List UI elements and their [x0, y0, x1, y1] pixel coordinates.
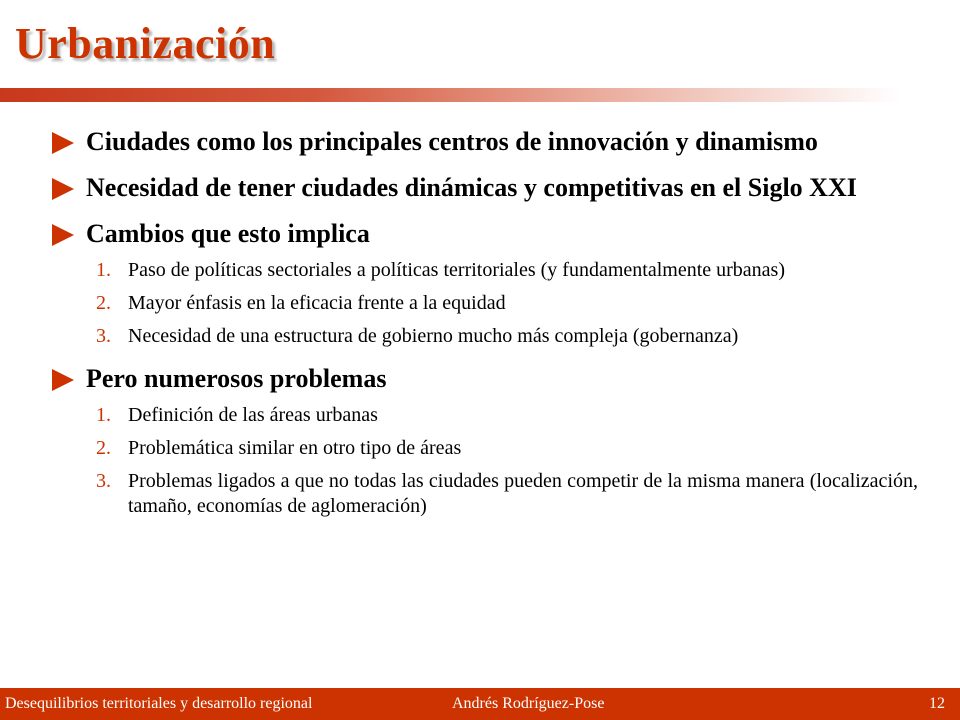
slide-footer: [0, 688, 960, 720]
slide-title: Urbanización: [15, 19, 276, 68]
list-item-text: Definición de las áreas urbanas: [128, 404, 378, 426]
list-number: 1.: [96, 259, 111, 281]
list-item: [96, 469, 918, 519]
bullet-text: Pero numerosos problemas: [86, 364, 387, 393]
bullet-text: Ciudades como los principales centros de innovación y dinamismo: [86, 127, 818, 156]
bullet-2: [52, 172, 918, 204]
arrow-right-icon: [52, 132, 74, 154]
list-number: 2.: [96, 292, 111, 314]
bullet-3: [52, 218, 918, 250]
list-number: 2.: [96, 437, 111, 459]
list-number: 3.: [96, 470, 111, 492]
list-item-text: Problemática similar en otro tipo de áreas: [128, 437, 462, 459]
list-number: 3.: [96, 325, 111, 347]
list-item: [96, 324, 918, 349]
bullet-text: Necesidad de tener ciudades dinámicas y competitivas en el Siglo XXI: [86, 173, 857, 202]
bullet-1: [52, 126, 918, 158]
footer-author: Andrés Rodríguez-Pose: [452, 695, 605, 712]
list-item-text: Paso de políticas sectoriales a políticas territoriales (y fundamentalmente urbanas): [128, 259, 785, 281]
title-underline: [0, 88, 900, 102]
page-number: 12: [929, 695, 945, 712]
sub-list-problems: [52, 403, 918, 519]
bullet-text: Cambios que esto implica: [86, 219, 370, 248]
list-item-text: Problemas ligados a que no todas las ciudades pueden competir de la misma manera (localización, tamaño, economías de aglomeración): [128, 470, 918, 517]
list-item-text: Mayor énfasis en la eficacia frente a la equidad: [128, 292, 506, 314]
arrow-right-icon: [52, 369, 74, 391]
sub-list-changes: [52, 258, 918, 349]
bullet-4: [52, 363, 918, 395]
list-item-text: Necesidad de una estructura de gobierno mucho más compleja (gobernanza): [128, 325, 739, 347]
slide-content: [52, 126, 918, 533]
list-item: [96, 436, 918, 461]
list-item: [96, 403, 918, 428]
arrow-right-icon: [52, 224, 74, 246]
list-item: [96, 291, 918, 316]
arrow-right-icon: [52, 178, 74, 200]
list-item: [96, 258, 918, 283]
list-number: 1.: [96, 404, 111, 426]
footer-course: Desequilibrios territoriales y desarrollo regional: [5, 695, 313, 712]
